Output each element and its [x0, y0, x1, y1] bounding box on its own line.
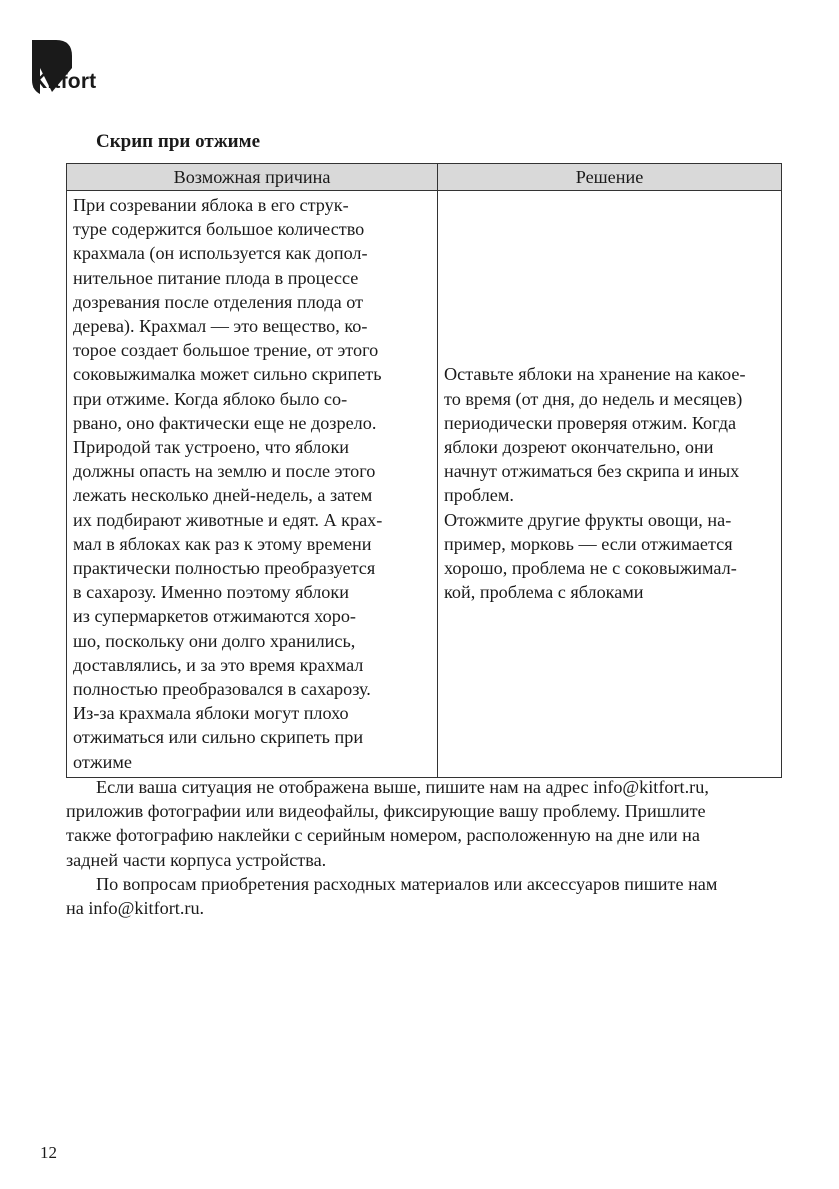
cause-text-line: отжиматься или сильно скрипеть при	[73, 727, 364, 748]
table-header-row	[67, 164, 782, 191]
cause-text-line: доставлялись, и за это время крахмал	[73, 654, 364, 675]
cause-text-line: шо, поскольку они долго хранились,	[73, 630, 356, 651]
solution-cell	[438, 191, 782, 778]
cause-text-line: При созревании яблока в его струк-	[73, 195, 349, 215]
page-number: 12	[40, 1143, 57, 1162]
cause-text-line: дозревания после отделения плода от	[73, 291, 364, 312]
paragraph-line: Если ваша ситуация не отображена выше, пишите нам на адрес info@kitfort.ru,	[96, 777, 709, 797]
cause-text-line: полностью преобразовался в сахарозу.	[73, 679, 371, 700]
solution-text-line: начнут отжиматься без скрипа и иных	[444, 461, 740, 482]
cause-text-line: Из-за крахмала яблоки могут плохо	[73, 703, 349, 724]
cause-text-line: рвано, оно фактически еще не дозрело.	[73, 412, 377, 433]
solution-text-line: кой, проблема с яблоками	[444, 582, 644, 603]
header-solution: Решение	[438, 164, 782, 191]
paragraph-line: По вопросам приобретения расходных материалов или аксессуаров пишите нам	[96, 873, 718, 894]
cause-text-line: лежать несколько дней-недель, а затем	[73, 485, 373, 506]
cause-text-line: соковыжималка может сильно скрипеть	[73, 364, 382, 385]
header-cause: Возможная причина	[67, 164, 438, 191]
solution-text-line: Отожмите другие фрукты овощи, на-	[444, 509, 732, 530]
paragraph-line: задней части корпуса устройства.	[66, 849, 327, 870]
cause-text-line: дерева). Крахмал — это вещество, ко-	[73, 316, 368, 337]
cause-text-line: должны опасть на землю и после этого	[73, 461, 376, 482]
cause-text-line: отжиме	[73, 751, 132, 772]
solution-text-line: проблем.	[444, 485, 514, 506]
accessories-paragraph	[66, 872, 782, 920]
paragraph-line: приложив фотографии или видеофайлы, фиксирующие вашу проблему. Пришлите	[66, 801, 706, 822]
cause-text-line: из супермаркетов отжимаются хоро-	[73, 606, 356, 627]
cause-text-line: в сахарозу. Именно поэтому яблоки	[73, 582, 349, 603]
solution-text-line: то время (от дня, до недель и месяцев)	[444, 388, 743, 409]
cause-text-line: при отжиме. Когда яблоко было со-	[73, 388, 348, 409]
paragraph-line: на info@kitfort.ru.	[66, 898, 205, 919]
cause-text-line: торое создает большое трение, от этого	[73, 340, 379, 361]
cause-text-line: Природой так устроено, что яблоки	[73, 437, 350, 458]
cause-text-line: крахмала (он используется как допол-	[73, 243, 368, 264]
cause-text-line: практически полностью преобразуется	[73, 558, 376, 579]
contact-paragraph	[66, 775, 782, 872]
solution-text-line: пример, морковь — если отжимается	[444, 533, 733, 554]
section-title: Скрип при отжиме	[96, 131, 261, 152]
cause-text-line: их подбирают животные и едят. А крах-	[73, 509, 383, 530]
troubleshooting-table	[66, 163, 782, 778]
cause-text-line: мал в яблоках как раз к этому времени	[73, 533, 372, 554]
paragraph-line: также фотографию наклейки с серийным номером, расположенную на дне или на	[66, 825, 700, 846]
solution-text-line: периодически проверяя отжим. Когда	[444, 412, 737, 433]
solution-text-line: Оставьте яблоки на хранение на какое-	[444, 364, 746, 385]
solution-text-line: яблоки дозреют окончательно, они	[444, 437, 714, 458]
contact-text	[66, 775, 782, 920]
cause-cell	[67, 191, 438, 778]
brand-wordmark: Kitfort	[32, 70, 97, 93]
cause-text-line: нительное питание плода в процессе	[73, 267, 359, 288]
cause-text-line: туре содержится большое количество	[73, 219, 365, 240]
table-row	[67, 191, 782, 778]
solution-text-line: хорошо, проблема не с соковыжимал-	[444, 558, 737, 579]
